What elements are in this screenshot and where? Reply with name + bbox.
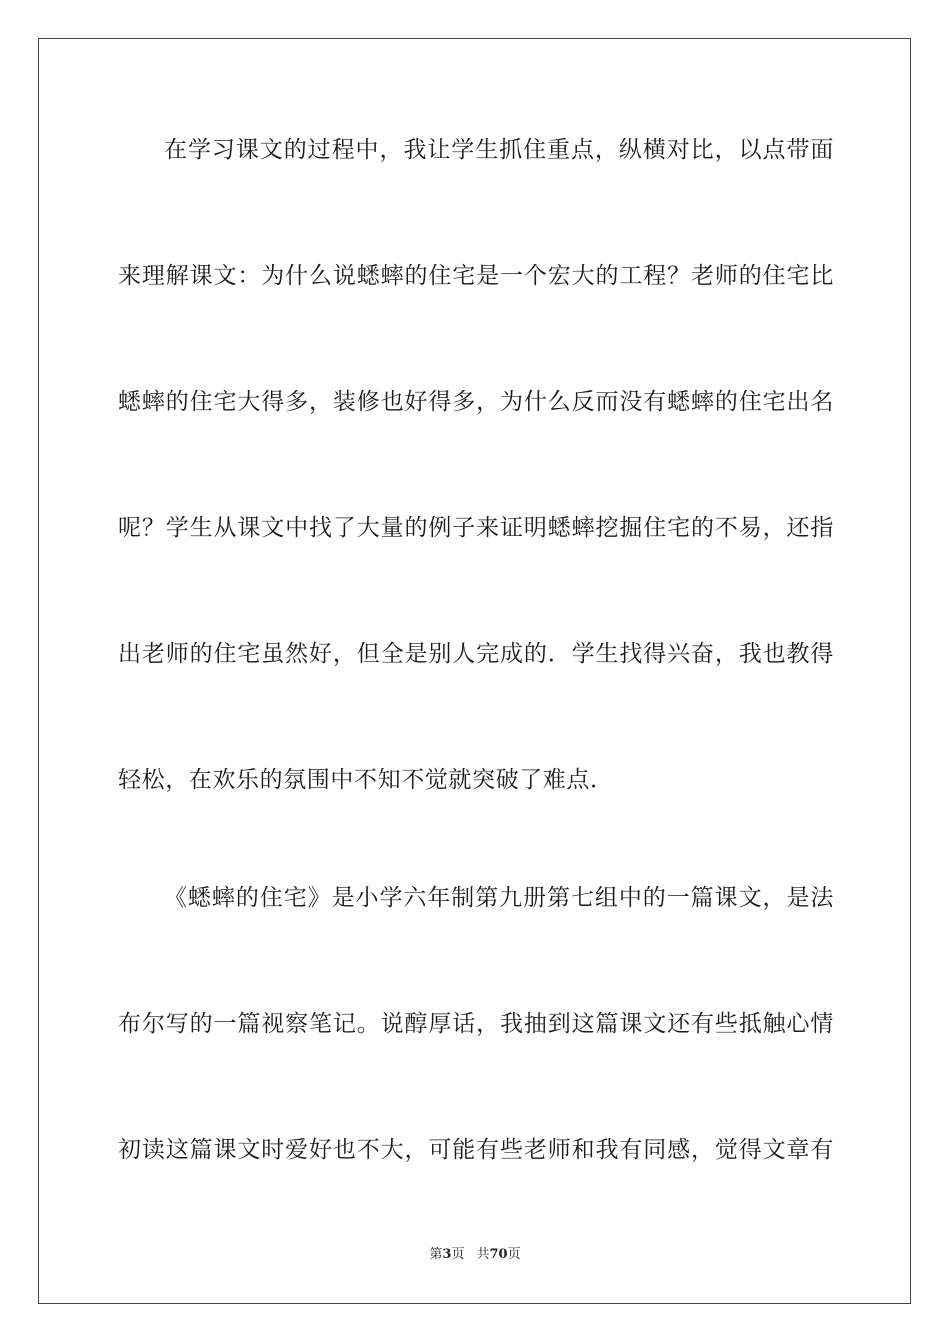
paragraph-line: 来理解课文：为什么说蟋蟀的住宅是一个宏大的工程？老师的住宅比 — [118, 263, 834, 289]
page-prefix: 第 — [429, 1247, 443, 1262]
paragraph-line: 呢？学生从课文中找了大量的例子来证明蟋蟀挖掘住宅的不易，还指 — [118, 515, 834, 541]
paragraph-line: 初读这篇课文时爱好也不大，可能有些老师和我有同感，觉得文章有 — [118, 1137, 834, 1163]
paragraph-line: 轻松，在欢乐的氛围中不知不觉就突破了难点． — [118, 767, 614, 793]
paragraph-line: 在学习课文的过程中，我让学生抓住重点，纵横对比，以点带面 — [164, 137, 834, 163]
paragraph-line: 蟋蟀的住宅大得多，装修也好得多，为什么反而没有蟋蟀的住宅出名 — [118, 389, 834, 415]
paragraph-line: 出老师的住宅虽然好，但全是别人完成的．学生找得兴奋，我也教得 — [118, 641, 834, 667]
page-suffix: 页 — [451, 1247, 465, 1262]
total-prefix: 共 — [476, 1247, 490, 1262]
page-number: 3 — [442, 1247, 452, 1262]
total-pages: 70 — [489, 1247, 508, 1262]
total-suffix: 页 — [507, 1247, 521, 1262]
paragraph-line: 布尔写的一篇视察笔记。说醇厚话，我抽到这篇课文还有些抵触心情 — [118, 1011, 834, 1037]
paragraph-line: 《蟋蟀的住宅》是小学六年制第九册第七组中的一篇课文，是法 — [164, 885, 834, 911]
page-footer — [0, 1246, 950, 1264]
